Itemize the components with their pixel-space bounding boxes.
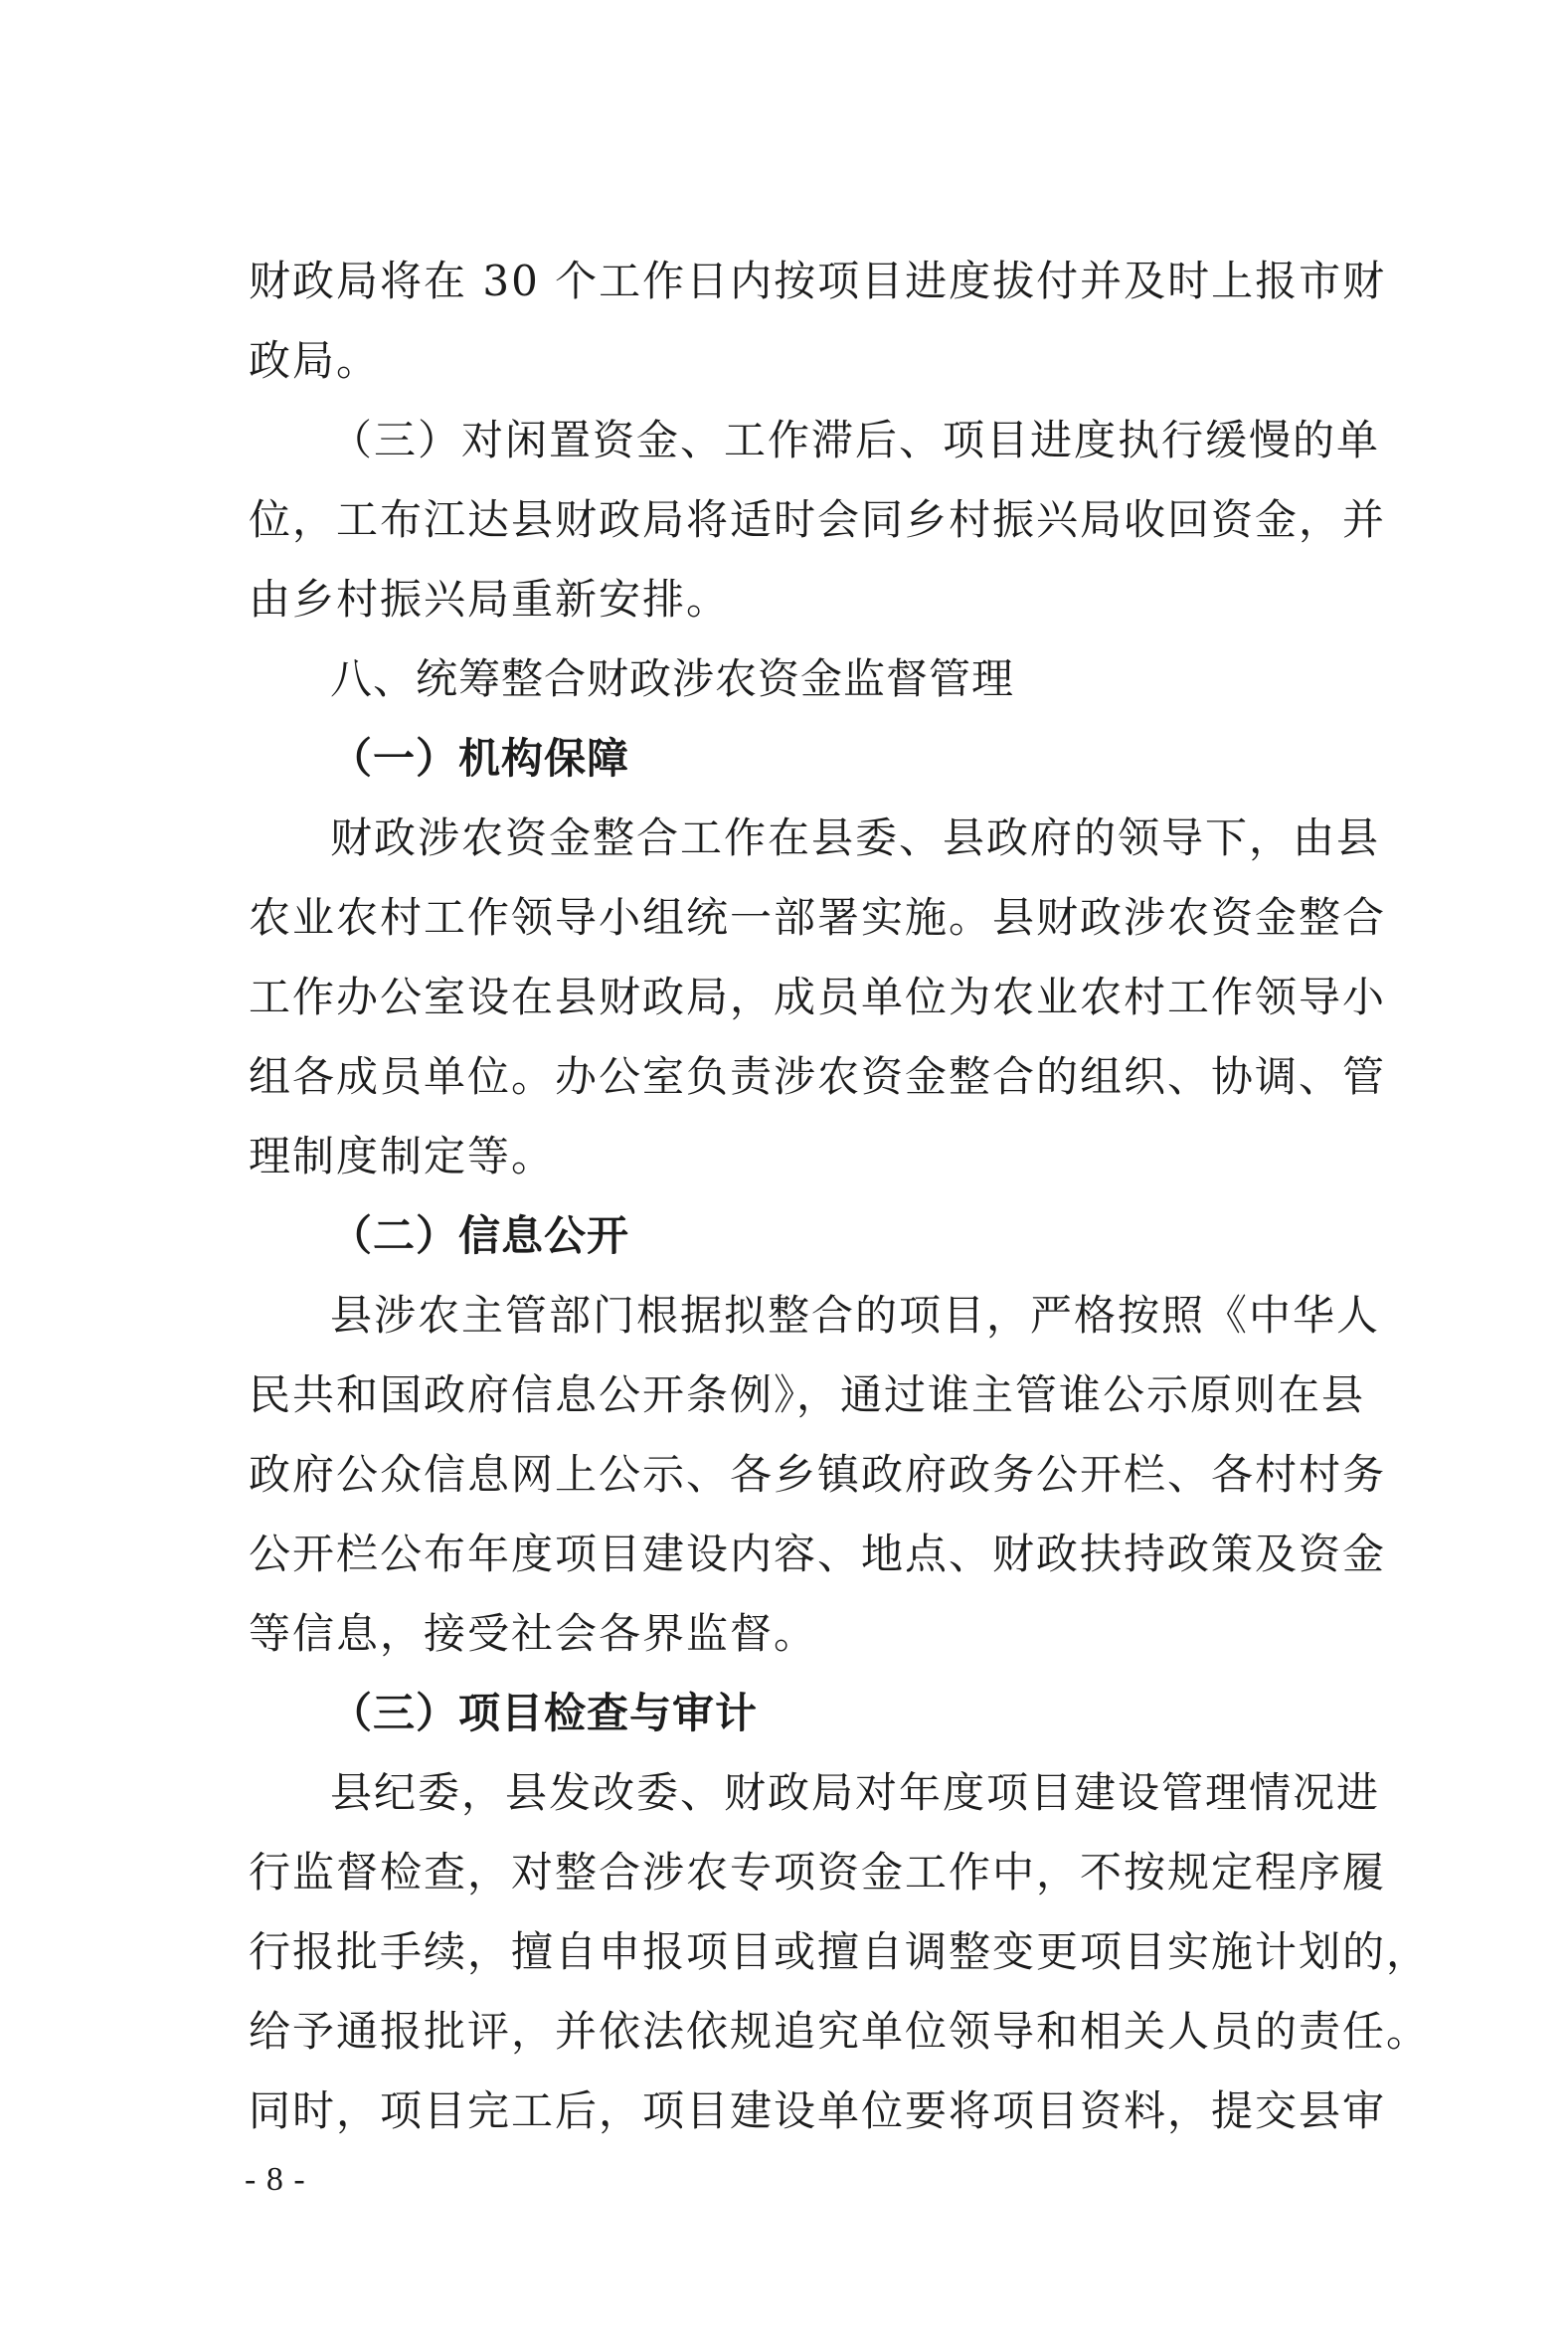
body-text-line: 给予通报批评，并依法依规追究单位领导和相关人员的责任。 (249, 2007, 1431, 2056)
body-text-line: 民共和国政府信息公开条例》，通过谁主管谁公示原则在县 (249, 1370, 1366, 1419)
body-text-line: 同时，项目完工后，项目建设单位要将项目资料，提交县审 (249, 2086, 1387, 2135)
body-text-line: 行监督检查，对整合涉农专项资金工作中，不按规定程序履 (249, 1848, 1387, 1896)
body-text-line: 县涉农主管部门根据拟整合的项目，严格按照《中华人 (330, 1291, 1381, 1340)
body-text-line: 组各成员单位。办公室负责涉农资金整合的组织、协调、管 (249, 1052, 1387, 1101)
page-number: - 8 - (245, 2161, 306, 2198)
body-text-line: 由乡村振兴局重新安排。 (249, 575, 731, 624)
body-text-line: 理制度制定等。 (249, 1132, 556, 1180)
body-text-line: 政府公众信息网上公示、各乡镇政府政务公开栏、各村村务 (249, 1450, 1387, 1499)
subsection-title: （一）机构保障 (330, 734, 630, 783)
body-text-line: 位，工布江达县财政局将适时会同乡村振兴局收回资金，并 (249, 495, 1387, 544)
body-text-line: 行报批手续，擅自申报项目或擅自调整变更项目实施计划的， (249, 1927, 1431, 1976)
body-text-line: （三）对闲置资金、工作滞后、项目进度执行缓慢的单 (330, 416, 1381, 464)
subsection-title: （二）信息公开 (330, 1211, 630, 1260)
body-text-line: 农业农村工作领导小组统一部署实施。县财政涉农资金整合 (249, 893, 1387, 942)
body-text-line: 工作办公室设在县财政局，成员单位为农业农村工作领导小 (249, 973, 1387, 1021)
body-text-line: 公开栏公布年度项目建设内容、地点、财政扶持政策及资金 (249, 1530, 1387, 1578)
body-text-line: 等信息，接受社会各界监督。 (249, 1609, 818, 1658)
section-heading: 八、统筹整合财政涉农资金监督管理 (330, 654, 1015, 703)
body-text-line: 财政局将在 30 个工作日内按项目进度拔付并及时上报市财 (249, 257, 1387, 305)
body-text-line: 政局。 (249, 336, 381, 385)
body-text-line: 县纪委，县发改委、财政局对年度项目建设管理情况进 (330, 1768, 1381, 1817)
subsection-title: （三）项目检查与审计 (330, 1689, 759, 1737)
body-text-line: 财政涉农资金整合工作在县委、县政府的领导下，由县 (330, 813, 1381, 862)
